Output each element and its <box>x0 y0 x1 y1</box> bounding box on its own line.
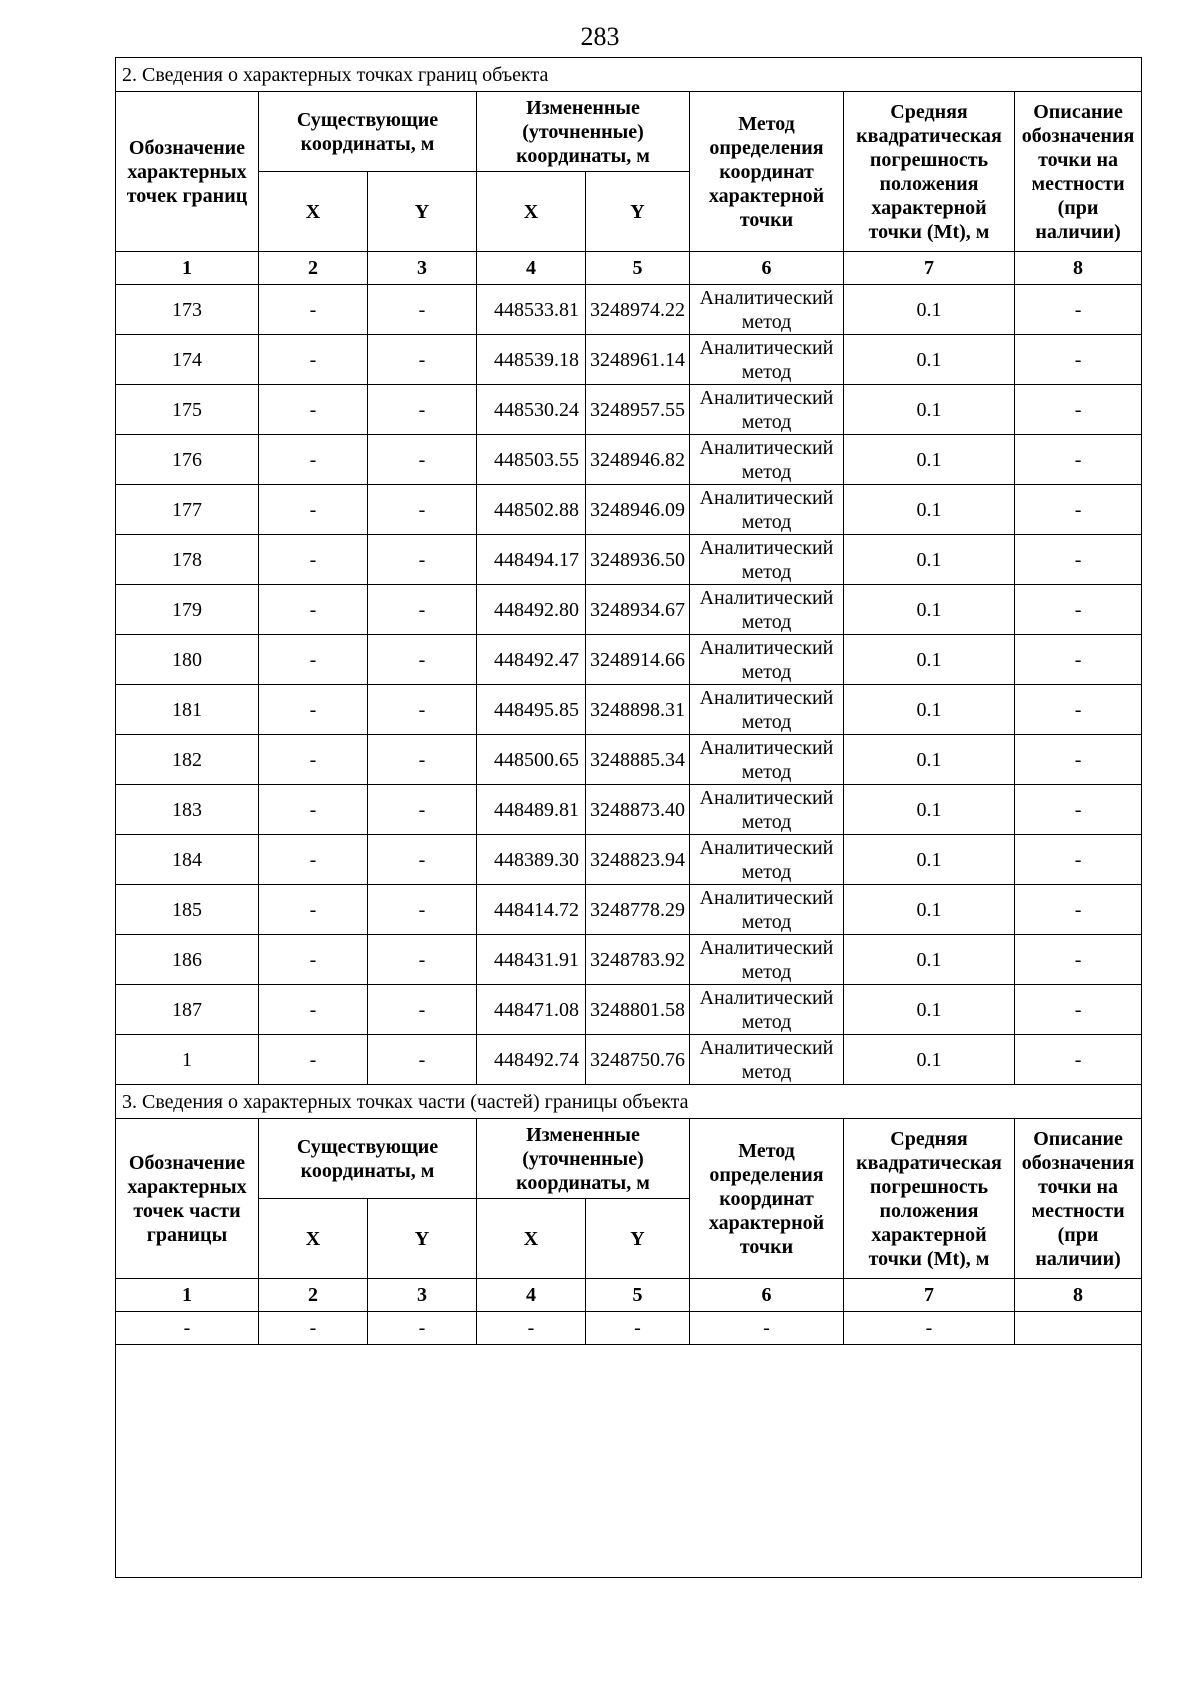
cell-existing-x: - <box>259 635 368 685</box>
blank-area <box>116 1345 1142 1578</box>
cell-changed-x: 448492.80 <box>477 585 586 635</box>
cell-changed-x: 448414.72 <box>477 885 586 935</box>
cell-existing-x: - <box>259 985 368 1035</box>
header-method: Метод определения координат характерной точки <box>690 92 844 252</box>
cell-existing-y: - <box>368 585 477 635</box>
table-row <box>116 785 1142 835</box>
column-number: 2 <box>259 1279 368 1312</box>
cell-existing-y: - <box>368 435 477 485</box>
column-number: 8 <box>1015 252 1142 285</box>
cell-changed-x: 448530.24 <box>477 385 586 435</box>
cell-changed-x: 448471.08 <box>477 985 586 1035</box>
cell-changed-x: 448431.91 <box>477 935 586 985</box>
header-part-point-designation: Обозначение характерных точек части границы <box>116 1119 259 1279</box>
cell-point-designation: 1 <box>116 1035 259 1085</box>
cell-existing-x: - <box>259 735 368 785</box>
cell-existing-y: - <box>368 1035 477 1085</box>
cell-point-designation: 173 <box>116 285 259 335</box>
section-2-title: 2. Сведения о характерных точках границ объекта <box>116 58 1142 92</box>
section-2-column-numbers <box>116 252 1142 285</box>
cell-point-designation: 175 <box>116 385 259 435</box>
cell-point-description: - <box>1015 735 1142 785</box>
cell-mean-error: 0.1 <box>844 685 1015 735</box>
cell-point-description: - <box>1015 285 1142 335</box>
empty-cell <box>1015 1312 1142 1345</box>
column-number: 8 <box>1015 1279 1142 1312</box>
cell-changed-y: 3248974.22 <box>586 285 690 335</box>
cell-changed-x: 448492.47 <box>477 635 586 685</box>
cell-existing-x: - <box>259 785 368 835</box>
cell-point-designation: 182 <box>116 735 259 785</box>
table-row <box>116 735 1142 785</box>
table-row <box>116 535 1142 585</box>
table-row <box>116 285 1142 335</box>
cell-point-designation: 176 <box>116 435 259 485</box>
empty-cell: - <box>844 1312 1015 1345</box>
cell-method: Аналитический метод <box>690 435 844 485</box>
column-number: 3 <box>368 1279 477 1312</box>
header-changed-y: Y <box>586 172 690 252</box>
cell-point-description: - <box>1015 985 1142 1035</box>
cell-method: Аналитический метод <box>690 635 844 685</box>
cell-point-description: - <box>1015 485 1142 535</box>
header-point-designation: Обозначение характерных точек границ <box>116 92 259 252</box>
cell-point-description: - <box>1015 685 1142 735</box>
header-mean-error: Средняя квадратическая погрешность положения характерной точки (Mt), м <box>844 92 1015 252</box>
cell-changed-y: 3248801.58 <box>586 985 690 1035</box>
cell-point-description: - <box>1015 1035 1142 1085</box>
cell-point-designation: 185 <box>116 885 259 935</box>
cell-method: Аналитический метод <box>690 485 844 535</box>
header-changed-x: X <box>477 1199 586 1279</box>
table-row <box>116 385 1142 435</box>
cell-changed-y: 3248946.09 <box>586 485 690 535</box>
cell-method: Аналитический метод <box>690 1035 844 1085</box>
column-number: 7 <box>844 252 1015 285</box>
table-row <box>116 985 1142 1035</box>
cell-point-description: - <box>1015 535 1142 585</box>
empty-cell: - <box>690 1312 844 1345</box>
cell-point-designation: 180 <box>116 635 259 685</box>
cell-point-designation: 177 <box>116 485 259 535</box>
column-number: 5 <box>586 1279 690 1312</box>
cell-existing-y: - <box>368 535 477 585</box>
cell-method: Аналитический метод <box>690 535 844 585</box>
table-row <box>116 1035 1142 1085</box>
cell-mean-error: 0.1 <box>844 485 1015 535</box>
column-number: 6 <box>690 252 844 285</box>
coordinates-table <box>115 57 1142 1578</box>
cell-method: Аналитический метод <box>690 835 844 885</box>
cell-changed-x: 448502.88 <box>477 485 586 535</box>
cell-method: Аналитический метод <box>690 385 844 435</box>
table-row <box>116 485 1142 535</box>
cell-method: Аналитический метод <box>690 735 844 785</box>
column-number: 6 <box>690 1279 844 1312</box>
cell-existing-x: - <box>259 485 368 535</box>
cell-method: Аналитический метод <box>690 785 844 835</box>
empty-cell: - <box>586 1312 690 1345</box>
cell-changed-x: 448539.18 <box>477 335 586 385</box>
cell-existing-x: - <box>259 685 368 735</box>
column-number: 1 <box>116 1279 259 1312</box>
cell-changed-x: 448489.81 <box>477 785 586 835</box>
cell-point-designation: 187 <box>116 985 259 1035</box>
section-3-title: 3. Сведения о характерных точках части (частей) границы объекта <box>116 1085 1142 1119</box>
table-row <box>116 585 1142 635</box>
cell-mean-error: 0.1 <box>844 985 1015 1035</box>
cell-changed-y: 3248936.50 <box>586 535 690 585</box>
cell-point-designation: 181 <box>116 685 259 735</box>
empty-cell: - <box>368 1312 477 1345</box>
cell-point-description: - <box>1015 585 1142 635</box>
cell-point-description: - <box>1015 785 1142 835</box>
cell-point-description: - <box>1015 635 1142 685</box>
cell-changed-x: 448500.65 <box>477 735 586 785</box>
cell-point-description: - <box>1015 435 1142 485</box>
column-number: 7 <box>844 1279 1015 1312</box>
column-number: 1 <box>116 252 259 285</box>
cell-changed-x: 448495.85 <box>477 685 586 735</box>
cell-mean-error: 0.1 <box>844 535 1015 585</box>
cell-changed-y: 3248750.76 <box>586 1035 690 1085</box>
cell-mean-error: 0.1 <box>844 735 1015 785</box>
cell-point-designation: 186 <box>116 935 259 985</box>
cell-point-description: - <box>1015 835 1142 885</box>
cell-existing-x: - <box>259 885 368 935</box>
cell-point-designation: 183 <box>116 785 259 835</box>
cell-method: Аналитический метод <box>690 885 844 935</box>
cell-existing-y: - <box>368 885 477 935</box>
cell-existing-y: - <box>368 735 477 785</box>
header-mean-error: Средняя квадратическая погрешность положения характерной точки (Mt), м <box>844 1119 1015 1279</box>
header-changed-coordinates: Измененные (уточненные) координаты, м <box>477 1119 690 1199</box>
cell-method: Аналитический метод <box>690 335 844 385</box>
cell-mean-error: 0.1 <box>844 835 1015 885</box>
cell-mean-error: 0.1 <box>844 385 1015 435</box>
cell-existing-y: - <box>368 285 477 335</box>
column-number: 4 <box>477 252 586 285</box>
table-row <box>116 835 1142 885</box>
table-row <box>116 635 1142 685</box>
cell-point-designation: 174 <box>116 335 259 385</box>
cell-existing-x: - <box>259 435 368 485</box>
cell-method: Аналитический метод <box>690 685 844 735</box>
header-method: Метод определения координат характерной точки <box>690 1119 844 1279</box>
cell-point-description: - <box>1015 885 1142 935</box>
cell-existing-y: - <box>368 785 477 835</box>
table-row <box>116 685 1142 735</box>
header-changed-coordinates: Измененные (уточненные) координаты, м <box>477 92 690 172</box>
cell-existing-x: - <box>259 935 368 985</box>
cell-mean-error: 0.1 <box>844 885 1015 935</box>
cell-existing-y: - <box>368 635 477 685</box>
page-number: 283 <box>580 22 620 51</box>
cell-method: Аналитический метод <box>690 285 844 335</box>
cell-mean-error: 0.1 <box>844 935 1015 985</box>
cell-point-description: - <box>1015 335 1142 385</box>
header-point-description: Описание обозначения точки на местности (при наличии) <box>1015 1119 1142 1279</box>
empty-cell: - <box>259 1312 368 1345</box>
cell-existing-x: - <box>259 535 368 585</box>
cell-existing-y: - <box>368 935 477 985</box>
column-number: 4 <box>477 1279 586 1312</box>
header-existing-x: X <box>259 1199 368 1279</box>
cell-changed-y: 3248957.55 <box>586 385 690 435</box>
cell-method: Аналитический метод <box>690 585 844 635</box>
cell-mean-error: 0.1 <box>844 435 1015 485</box>
cell-existing-x: - <box>259 285 368 335</box>
cell-existing-y: - <box>368 335 477 385</box>
table-row <box>116 885 1142 935</box>
cell-existing-x: - <box>259 835 368 885</box>
cell-mean-error: 0.1 <box>844 785 1015 835</box>
cell-changed-x: 448503.55 <box>477 435 586 485</box>
cell-existing-y: - <box>368 685 477 735</box>
cell-changed-y: 3248783.92 <box>586 935 690 985</box>
cell-changed-y: 3248914.66 <box>586 635 690 685</box>
table-row <box>116 435 1142 485</box>
cell-changed-x: 448492.74 <box>477 1035 586 1085</box>
column-number: 5 <box>586 252 690 285</box>
header-existing-y: Y <box>368 172 477 252</box>
cell-existing-x: - <box>259 335 368 385</box>
cell-point-designation: 184 <box>116 835 259 885</box>
header-changed-x: X <box>477 172 586 252</box>
cell-existing-y: - <box>368 835 477 885</box>
cell-existing-x: - <box>259 585 368 635</box>
cell-point-description: - <box>1015 385 1142 435</box>
cell-changed-y: 3248934.67 <box>586 585 690 635</box>
empty-cell: - <box>477 1312 586 1345</box>
cell-changed-y: 3248873.40 <box>586 785 690 835</box>
header-existing-coordinates: Существующие координаты, м <box>259 92 477 172</box>
cell-mean-error: 0.1 <box>844 285 1015 335</box>
cell-mean-error: 0.1 <box>844 335 1015 385</box>
header-point-description: Описание обозначения точки на местности (при наличии) <box>1015 92 1142 252</box>
cell-existing-y: - <box>368 985 477 1035</box>
cell-mean-error: 0.1 <box>844 1035 1015 1085</box>
cell-existing-y: - <box>368 485 477 535</box>
header-existing-coordinates: Существующие координаты, м <box>259 1119 477 1199</box>
table-row <box>116 335 1142 385</box>
cell-changed-x: 448533.81 <box>477 285 586 335</box>
header-changed-y: Y <box>586 1199 690 1279</box>
header-existing-x: X <box>259 172 368 252</box>
empty-cell: - <box>116 1312 259 1345</box>
section-3-empty-row <box>116 1312 1142 1345</box>
section-3-column-numbers <box>116 1279 1142 1312</box>
cell-changed-y: 3248946.82 <box>586 435 690 485</box>
header-existing-y: Y <box>368 1199 477 1279</box>
cell-method: Аналитический метод <box>690 935 844 985</box>
cell-point-description: - <box>1015 935 1142 985</box>
cell-point-designation: 178 <box>116 535 259 585</box>
cell-changed-x: 448494.17 <box>477 535 586 585</box>
cell-point-designation: 179 <box>116 585 259 635</box>
column-number: 3 <box>368 252 477 285</box>
cell-changed-y: 3248778.29 <box>586 885 690 935</box>
cell-existing-x: - <box>259 385 368 435</box>
cell-changed-y: 3248898.31 <box>586 685 690 735</box>
cell-changed-y: 3248885.34 <box>586 735 690 785</box>
column-number: 2 <box>259 252 368 285</box>
cell-mean-error: 0.1 <box>844 635 1015 685</box>
cell-existing-x: - <box>259 1035 368 1085</box>
cell-changed-y: 3248961.14 <box>586 335 690 385</box>
cell-changed-y: 3248823.94 <box>586 835 690 885</box>
table-row <box>116 935 1142 985</box>
cell-method: Аналитический метод <box>690 985 844 1035</box>
cell-changed-x: 448389.30 <box>477 835 586 885</box>
cell-mean-error: 0.1 <box>844 585 1015 635</box>
cell-existing-y: - <box>368 385 477 435</box>
